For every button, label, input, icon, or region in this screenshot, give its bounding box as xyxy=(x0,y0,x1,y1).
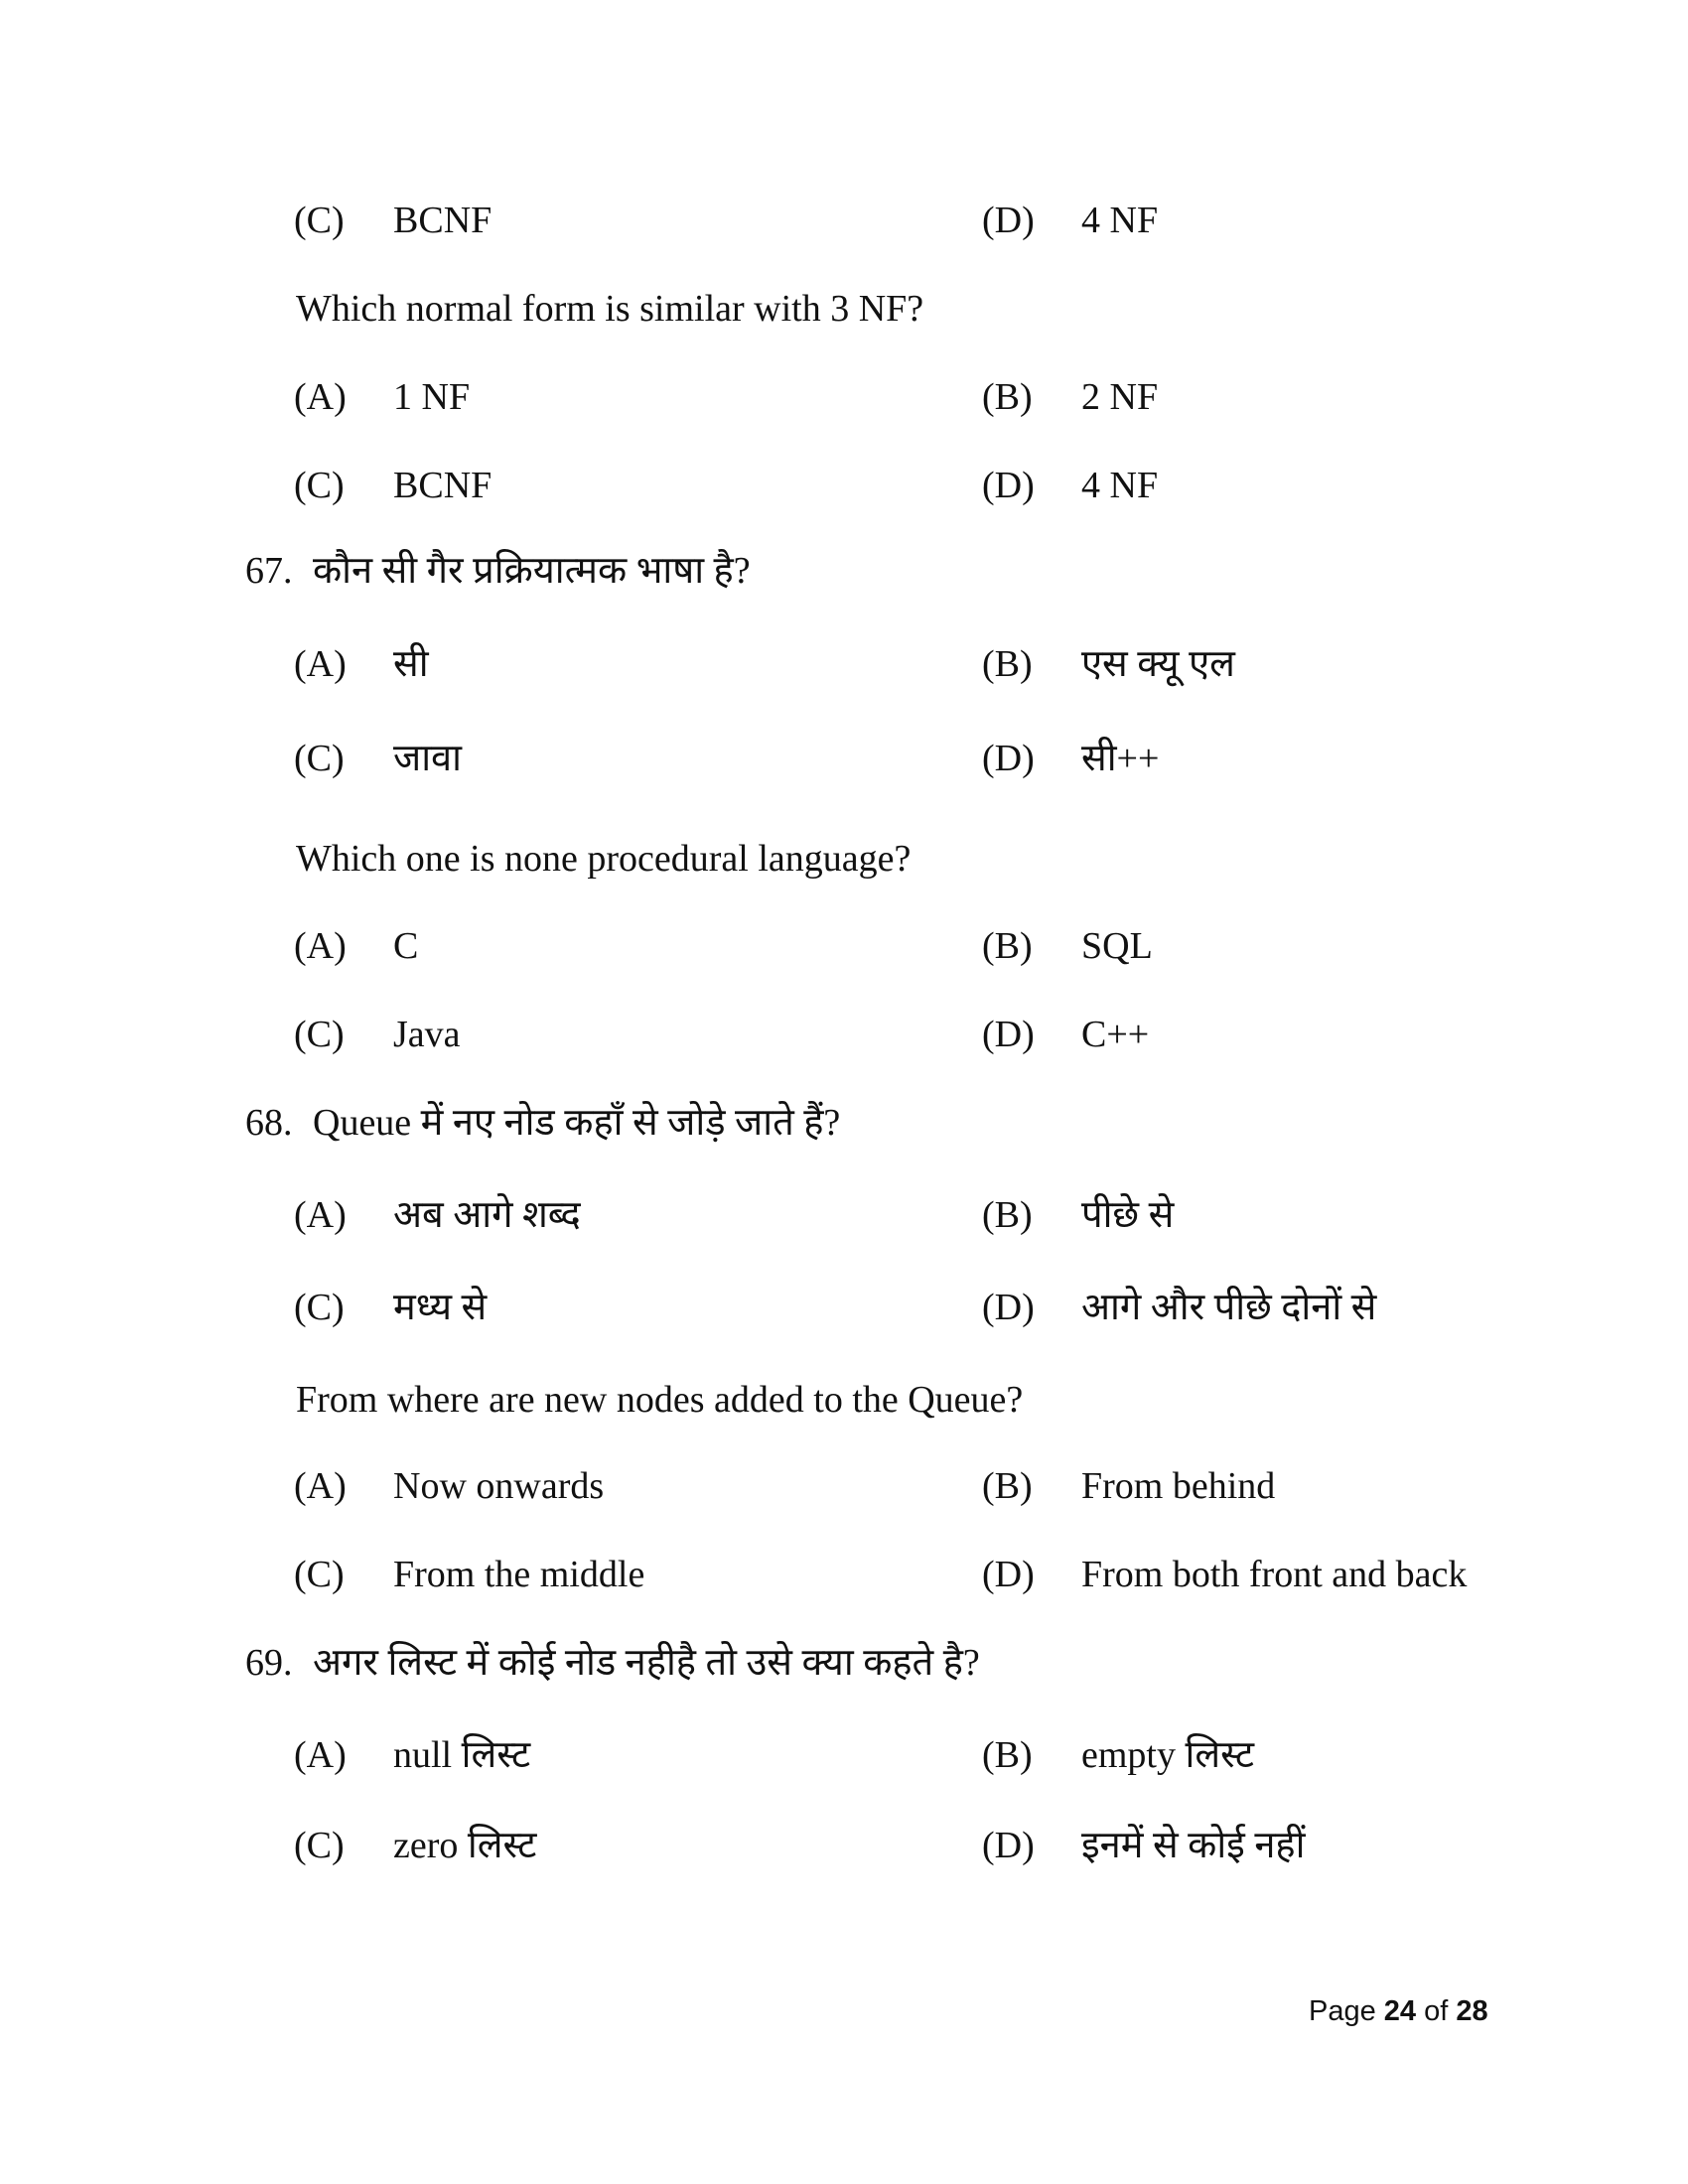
option-text: एस क्यू एल xyxy=(1081,643,1235,685)
footer-prefix: Page xyxy=(1309,1995,1384,2027)
option-text: zero लिस्ट xyxy=(393,1825,537,1866)
option-label: (C) xyxy=(294,1014,345,1055)
option-label: (A) xyxy=(294,643,347,685)
option-label: (C) xyxy=(294,738,345,779)
question-text-english: Which normal form is similar with 3 NF? xyxy=(296,288,924,330)
option-label: (B) xyxy=(982,376,1033,418)
option-label: (A) xyxy=(294,925,347,967)
option-label: (A) xyxy=(294,1465,347,1507)
option-text: SQL xyxy=(1081,925,1153,967)
total-pages: 28 xyxy=(1456,1995,1488,2027)
option-label: (D) xyxy=(982,200,1035,241)
option-text: Java xyxy=(393,1014,461,1055)
option-text: 4 NF xyxy=(1081,200,1159,241)
option-text: आगे और पीछे दोनों से xyxy=(1081,1287,1377,1328)
footer-middle: of xyxy=(1416,1995,1457,2027)
option-label: (C) xyxy=(294,1287,345,1328)
option-text: null लिस्ट xyxy=(393,1734,531,1776)
option-text: empty लिस्ट xyxy=(1081,1734,1255,1776)
option-text: मध्य से xyxy=(393,1287,488,1328)
option-text: C++ xyxy=(1081,1014,1150,1055)
option-text: From the middle xyxy=(393,1554,645,1595)
option-label: (B) xyxy=(982,1734,1033,1776)
option-label: (A) xyxy=(294,1734,347,1776)
option-label: (D) xyxy=(982,1554,1035,1595)
option-label: (D) xyxy=(982,1287,1035,1328)
option-label: (B) xyxy=(982,1465,1033,1507)
option-text: BCNF xyxy=(393,465,492,506)
question-text-hindi: कौन सी गैर प्रक्रियात्मक भाषा है? xyxy=(313,550,751,592)
page-footer xyxy=(1309,1995,1488,2028)
option-label: (C) xyxy=(294,1554,345,1595)
option-label: (B) xyxy=(982,925,1033,967)
option-label: (D) xyxy=(982,1014,1035,1055)
option-text: 2 NF xyxy=(1081,376,1159,418)
option-label: (D) xyxy=(982,738,1035,779)
option-text: BCNF xyxy=(393,200,492,241)
option-text: From both front and back xyxy=(1081,1554,1468,1595)
option-text: 1 NF xyxy=(393,376,471,418)
option-label: (D) xyxy=(982,1825,1035,1866)
option-text: इनमें से कोई नहीं xyxy=(1081,1825,1306,1866)
question-text-english: From where are new nodes added to the Queue? xyxy=(296,1379,1024,1421)
question-text-hindi: अगर लिस्ट में कोई नोड नहीहै तो उसे क्या कहते है? xyxy=(313,1642,980,1684)
option-label: (A) xyxy=(294,376,347,418)
option-label: (C) xyxy=(294,465,345,506)
question-number: 68. xyxy=(245,1102,293,1144)
option-text: Now onwards xyxy=(393,1465,605,1507)
question-text-hindi: Queue में नए नोड कहाँ से जोड़े जाते हैं? xyxy=(313,1102,841,1144)
option-text: सी xyxy=(393,643,429,685)
option-label: (A) xyxy=(294,1194,347,1236)
option-text: 4 NF xyxy=(1081,465,1159,506)
option-label: (B) xyxy=(982,643,1033,685)
option-text: पीछे से xyxy=(1081,1194,1175,1236)
option-text: From behind xyxy=(1081,1465,1276,1507)
question-number: 67. xyxy=(245,550,293,592)
option-text: अब आगे शब्द xyxy=(393,1194,581,1236)
question-number: 69. xyxy=(245,1642,293,1684)
option-text: सी++ xyxy=(1081,738,1160,779)
current-page: 24 xyxy=(1383,1995,1417,2027)
option-label: (C) xyxy=(294,1825,345,1866)
option-label: (C) xyxy=(294,200,345,241)
option-label: (B) xyxy=(982,1194,1033,1236)
option-text: C xyxy=(393,925,419,967)
option-text: जावा xyxy=(393,738,463,779)
option-label: (D) xyxy=(982,465,1035,506)
question-text-english: Which one is none procedural language? xyxy=(296,838,912,880)
